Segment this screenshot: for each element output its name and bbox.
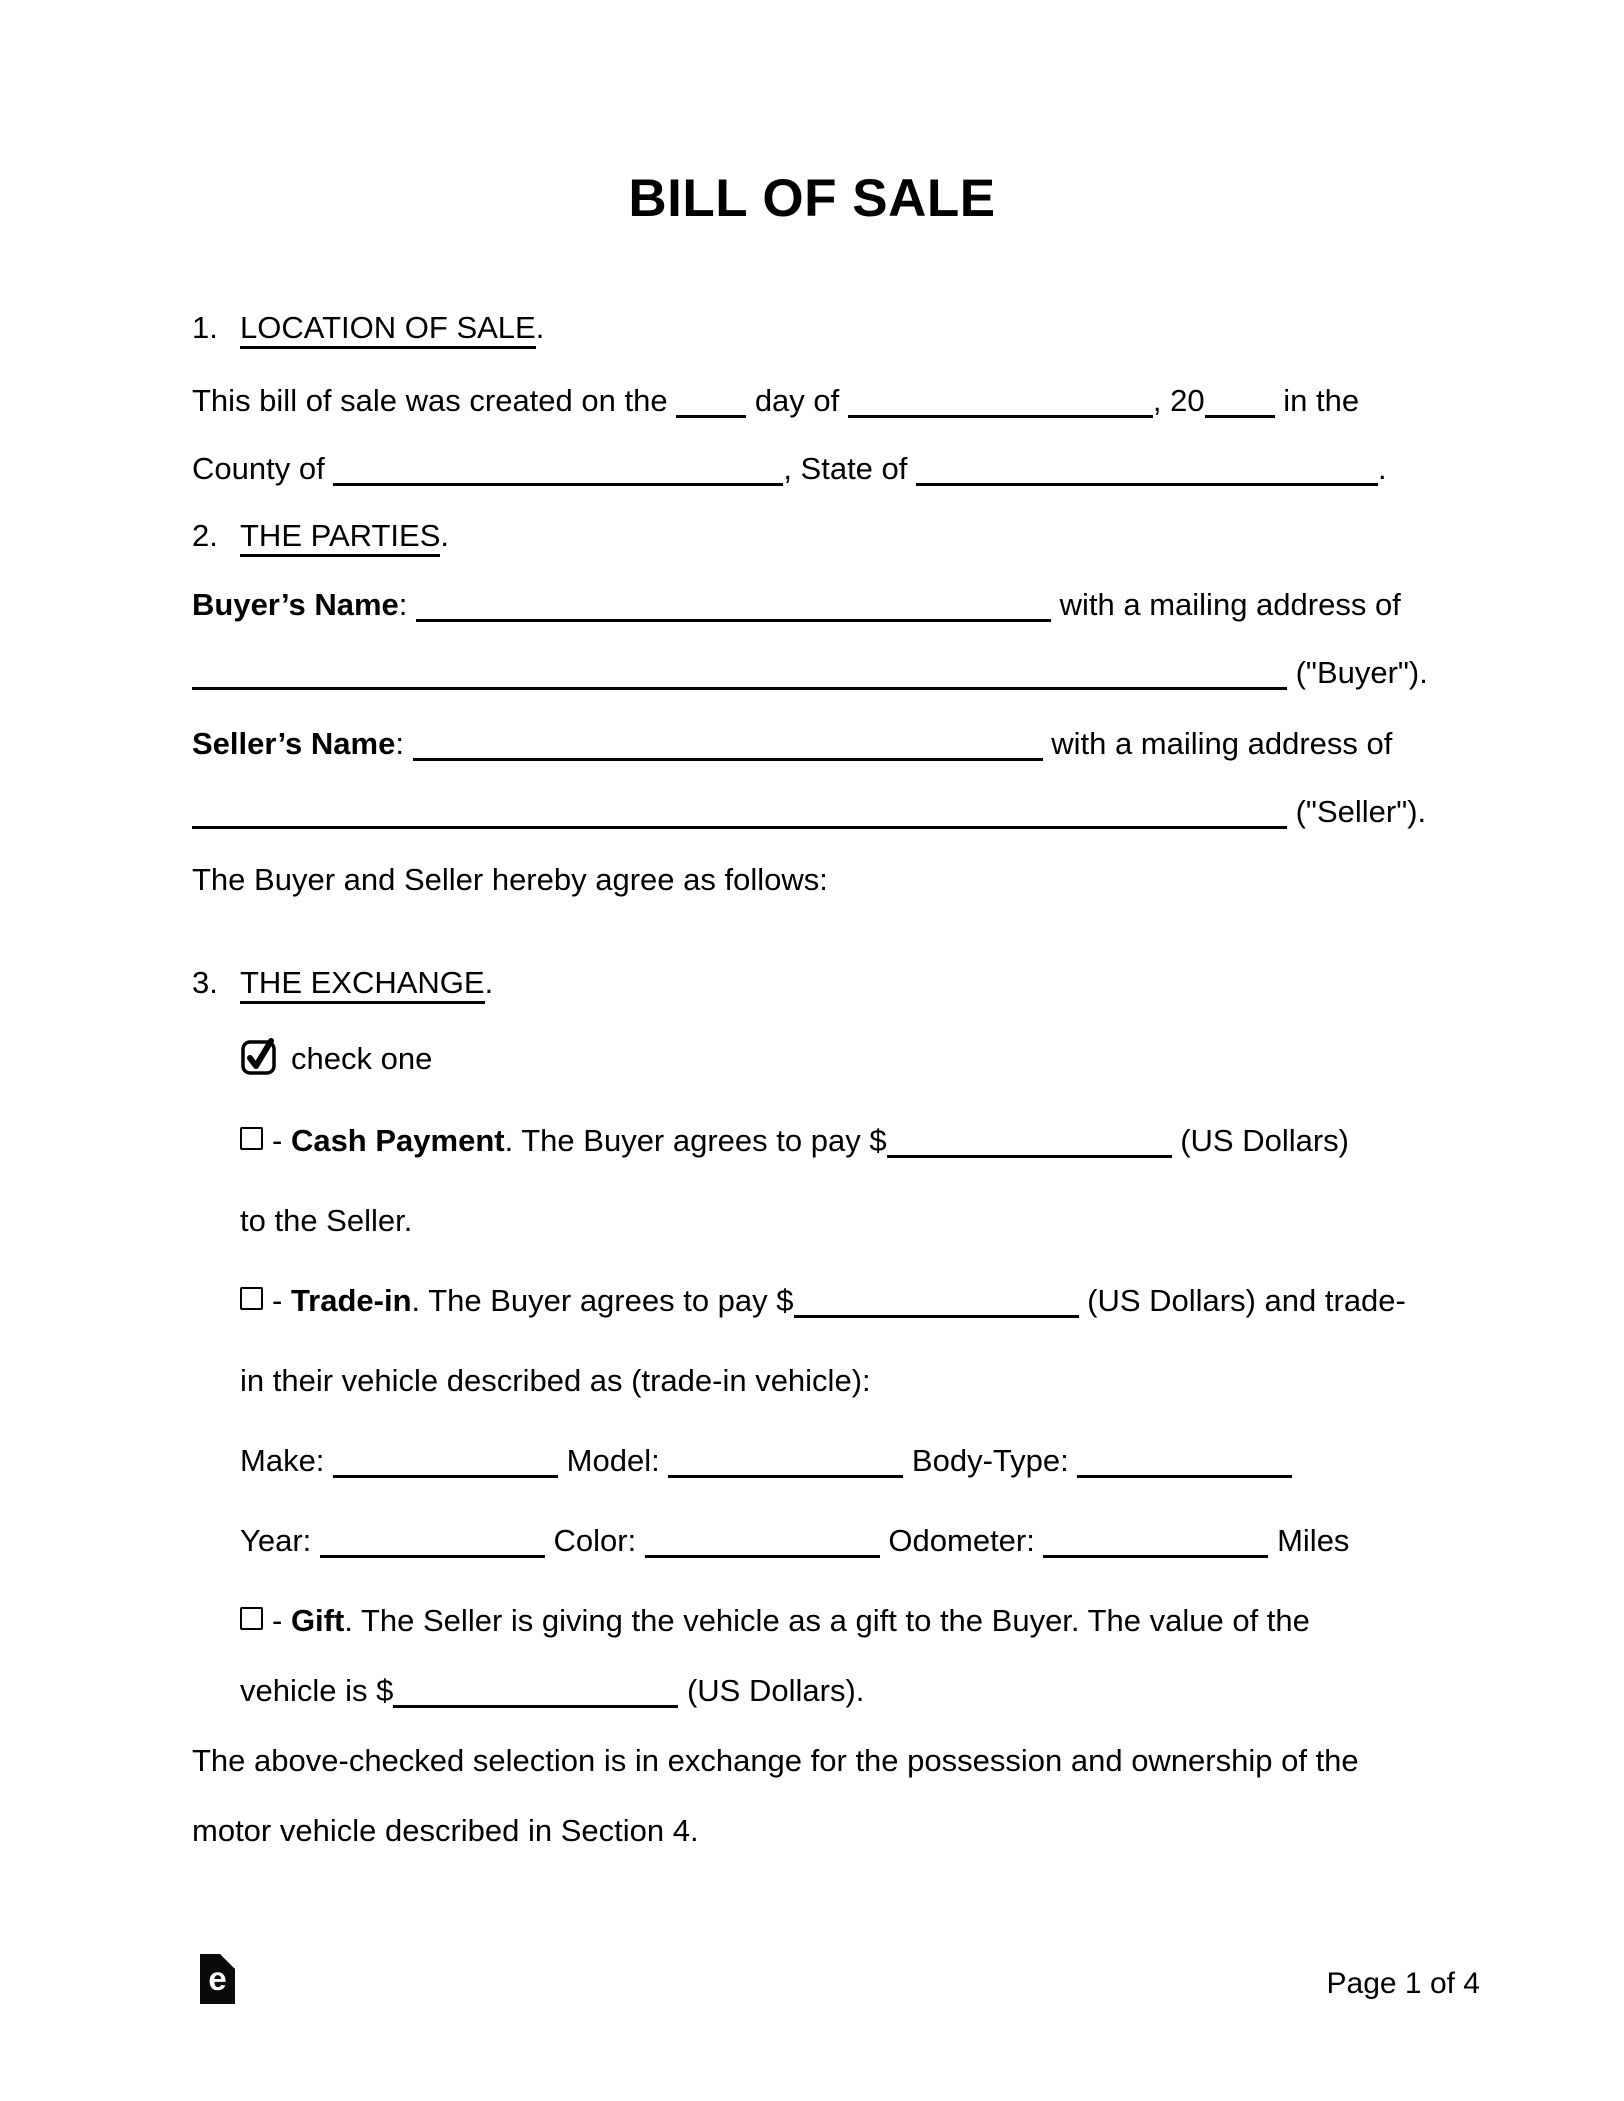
line-check-one [240,1036,432,1079]
line-exchange-closing-2 [192,1811,699,1851]
logo-letter: e [208,1960,227,1997]
line-gift [240,1601,1310,1641]
section-1-heading [192,308,544,349]
section-3-heading [192,963,493,1004]
text-run: Color: [544,1523,645,1558]
section-heading-text: THE PARTIES [240,519,440,557]
line-agreement-intro [192,860,828,900]
text-run: Model: [558,1443,669,1478]
line-county-state [192,449,1387,489]
eforms-logo [200,1954,235,2004]
text-run: . [484,965,494,1000]
blank-field[interactable] [848,403,1153,418]
blank-field[interactable] [416,607,1051,622]
text-run: . The Seller is giving the vehicle as a gift to the Buyer. The value of the [344,1603,1310,1638]
blank-field[interactable] [1077,1463,1292,1478]
checkbox-icon[interactable] [240,1607,263,1630]
text-run: ("Seller"). [1287,794,1427,829]
checkbox-icon[interactable] [240,1127,263,1150]
section-2-heading [192,516,449,557]
text-run: check one [291,1041,433,1076]
text-run: Miles [1268,1523,1350,1558]
text-run: : [395,726,413,761]
blank-field[interactable] [887,1143,1172,1158]
blank-field[interactable] [393,1693,678,1708]
text-run: . [1378,451,1387,486]
section-heading-text: LOCATION OF SALE [240,311,536,349]
text-run: day of [746,383,848,418]
blank-field[interactable] [192,675,1287,690]
text-run: motor vehicle described in Section 4. [192,1813,699,1848]
text-run: in the [1274,383,1360,418]
blank-field[interactable] [645,1543,880,1558]
text-run: , 20 [1152,383,1205,418]
line-trade-in [240,1281,1406,1321]
text-run: with a mailing address of [1051,587,1401,622]
bold-text-run: Trade-in [290,1283,412,1318]
text-run: (US Dollars) [1171,1123,1349,1158]
line-exchange-closing [192,1741,1359,1781]
blank-field[interactable] [333,1463,558,1478]
text-run: (US Dollars) and trade- [1078,1283,1406,1318]
text-run: : [398,587,417,622]
checkbox-icon[interactable] [240,1287,263,1310]
text-run: - [272,1603,291,1638]
blank-field[interactable] [333,471,783,486]
section-heading-text: THE EXCHANGE [240,966,485,1004]
page-title: BILL OF SALE [628,169,996,228]
bold-text-run: Cash Payment [290,1123,505,1158]
text-run: ("Buyer"). [1287,655,1428,690]
text-run: County of [192,451,334,486]
line-buyer-address [192,653,1428,693]
line-cash-payment-2 [240,1201,412,1241]
blank-field[interactable] [413,746,1043,761]
bold-text-run: Seller’s Name [192,726,396,761]
checkbox-checked-icon[interactable] [240,1036,277,1075]
text-run: Make: [240,1443,334,1478]
text-run: Year: [240,1523,320,1558]
line-vehicle-make-model [240,1441,1292,1481]
line-seller-address [192,792,1426,832]
line-vehicle-year-color [240,1521,1349,1561]
blank-field[interactable] [1205,403,1275,418]
text-run: . [535,310,545,345]
text-run: with a mailing address of [1042,726,1393,761]
section-number: 3. [192,965,218,1000]
text-run: Odometer: [879,1523,1044,1558]
text-run: The above-checked selection is in exchange for the possession and ownership of the [192,1743,1359,1778]
line-seller-name [192,724,1392,764]
line-cash-payment [240,1121,1349,1161]
text-run: vehicle is $ [240,1673,394,1708]
text-run: , State of [783,451,917,486]
text-run: (US Dollars). [678,1673,865,1708]
text-run: This bill of sale was created on the [192,383,677,418]
blank-field[interactable] [916,471,1378,486]
text-run: Body-Type: [903,1443,1078,1478]
blank-field[interactable] [1043,1543,1268,1558]
blank-field[interactable] [676,403,746,418]
blank-field[interactable] [320,1543,545,1558]
section-number: 1. [192,310,218,345]
line-buyer-name [192,585,1401,625]
text-run: to the Seller. [240,1203,413,1238]
line-gift-2 [240,1671,864,1711]
text-run: . The Buyer agrees to pay $ [411,1283,794,1318]
text-run: - [272,1123,291,1158]
text-run: The Buyer and Seller hereby agree as follows: [192,862,828,897]
text-run: in their vehicle described as (trade-in vehicle): [240,1363,871,1398]
blank-field[interactable] [192,814,1287,829]
text-run: . The Buyer agrees to pay $ [504,1123,887,1158]
line-trade-in-2 [240,1361,871,1401]
bold-text-run: Buyer’s Name [192,587,399,622]
page-number: Page 1 of 4 [1326,1967,1480,2000]
section-number: 2. [192,518,218,553]
text-run: - [272,1283,291,1318]
bold-text-run: Gift [290,1603,345,1638]
line-date-of-sale [192,381,1359,421]
blank-field[interactable] [794,1303,1079,1318]
text-run: . [440,518,450,553]
blank-field[interactable] [668,1463,903,1478]
